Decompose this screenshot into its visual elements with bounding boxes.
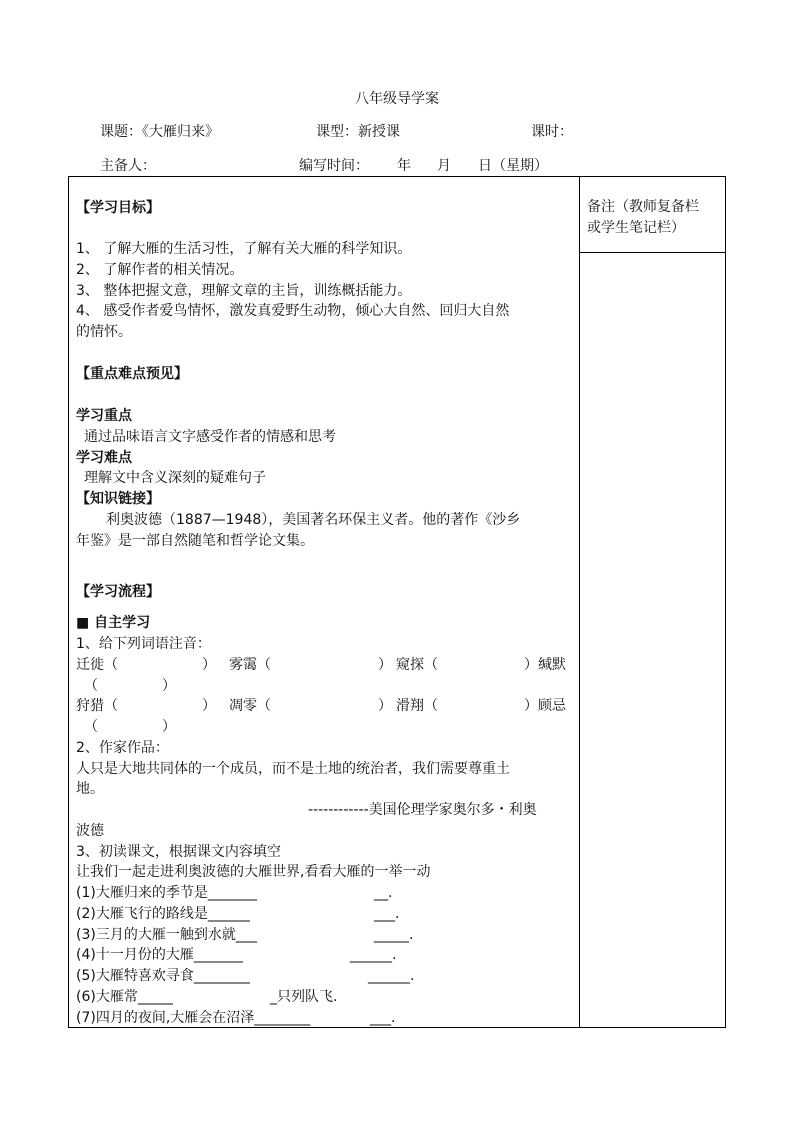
word-paren: ）	[162, 719, 176, 735]
fill-item-a: (1)大雁归来的季节是_______	[76, 885, 257, 901]
goal-item: 4、 感受作者爱鸟情怀，激发真爱野生动物，倾心大自然、回归大自然	[76, 303, 510, 319]
date-label: 编写时间：	[299, 158, 369, 174]
word-paren: ）	[378, 698, 392, 714]
day-label: 日（星期）	[478, 158, 548, 174]
focus-heading: 【重点难点预见】	[76, 366, 188, 382]
word-paren: ）	[162, 678, 176, 694]
fill-item-a: (7)四月的夜间,大雁会在沼泽________	[76, 1010, 311, 1026]
fill-item-b: ___.	[374, 906, 400, 922]
word-item: 滑翔（	[396, 698, 438, 714]
word-paren: ）	[524, 698, 538, 714]
word-item: 雾霭（	[229, 657, 271, 673]
word-paren: ）	[378, 657, 392, 673]
question-3: 3、初读课文，根据课文内容填空	[76, 844, 281, 860]
word-item: 凋零（	[229, 698, 271, 714]
month-label: 月	[437, 158, 451, 174]
word-item: 顾忌	[538, 698, 566, 714]
fill-item-b: ______.	[368, 968, 415, 984]
goal-item: 3、 整体把握文意，理解文章的主旨，训练概括能力。	[76, 283, 412, 299]
difficulty-label: 学习难点	[76, 450, 132, 466]
fill-item-a: (6)大雁常_____	[76, 989, 173, 1005]
knowledge-text-2: 年鉴》是一部自然随笔和哲学论文集。	[76, 533, 314, 549]
fill-item-b: _____.	[374, 927, 414, 943]
knowledge-text-1: 利奥波德（1887—1948），美国著名环保主义者。他的著作《沙乡	[106, 512, 521, 528]
difficulty-text: 理解文中含义深刻的疑难句子	[84, 470, 266, 486]
word-paren: ）	[524, 657, 538, 673]
quote-line-1: 人只是大地共同体的一个成员，而不是土地的统治者，我们需要尊重土	[76, 761, 510, 777]
key-point-text: 通过品味语言文字感受作者的情感和思考	[84, 429, 336, 445]
process-heading: 【学习流程】	[76, 584, 160, 600]
word-item: 狩猎（	[76, 698, 118, 714]
question-2: 2、作家作品：	[76, 740, 169, 756]
goal-item: 2、 了解作者的相关情况。	[76, 262, 244, 278]
self-study-heading: ■ 自主学习	[76, 615, 151, 631]
goals-heading: 【学习目标】	[76, 200, 160, 216]
fill-intro: 让我们一起走进利奥波德的大雁世界,看看大雁的一举一动	[76, 864, 431, 880]
period-label: 课时：	[531, 124, 573, 140]
page-title: 八年级导学案	[355, 91, 439, 107]
goal-item: 1、 了解大雁的生活习性，了解有关大雁的科学知识。	[76, 241, 412, 257]
quote-attribution-2: 波德	[76, 823, 104, 839]
key-point-label: 学习重点	[76, 408, 132, 424]
word-paren: （	[84, 678, 98, 694]
author-label: 主备人：	[100, 158, 156, 174]
fill-item-b: ______.	[350, 947, 397, 963]
fill-item-a: (3)三月的大雁一触到水就___	[76, 927, 257, 943]
quote-attribution: ------------美国伦理学家奥尔多・利奥	[308, 802, 537, 818]
word-paren: （	[84, 719, 98, 735]
goal-item: 的情怀。	[76, 324, 132, 340]
topic-label: 课题：《大雁归来》	[100, 124, 219, 140]
word-paren: ）	[202, 698, 216, 714]
year-label: 年	[397, 158, 411, 174]
lesson-type-label: 课型：新授课	[316, 124, 400, 140]
fill-item-a: (2)大雁飞行的路线是______	[76, 906, 250, 922]
fill-item-b: ___.	[370, 1010, 396, 1026]
word-item: 缄默	[538, 657, 566, 673]
fill-item-a: (4)十一月份的大雁_______	[76, 947, 243, 963]
word-item: 窥探（	[396, 657, 438, 673]
question-1: 1、给下列词语注音：	[76, 636, 211, 652]
notes-column	[587, 197, 723, 239]
notes-divider	[579, 252, 726, 253]
quote-line-2: 地。	[76, 781, 104, 797]
fill-item-b: __.	[374, 885, 393, 901]
notes-text-1: 备注（教师复备栏	[587, 199, 699, 215]
knowledge-heading: 【知识链接】	[76, 491, 160, 507]
word-item: 迁徙（	[76, 657, 118, 673]
fill-item-a: (5)大雁特喜欢寻食________	[76, 968, 250, 984]
fill-item-b: _只列队飞.	[270, 989, 338, 1005]
word-paren: ）	[202, 657, 216, 673]
notes-text-2: 或学生笔记栏）	[587, 220, 685, 236]
column-divider	[579, 176, 580, 1028]
